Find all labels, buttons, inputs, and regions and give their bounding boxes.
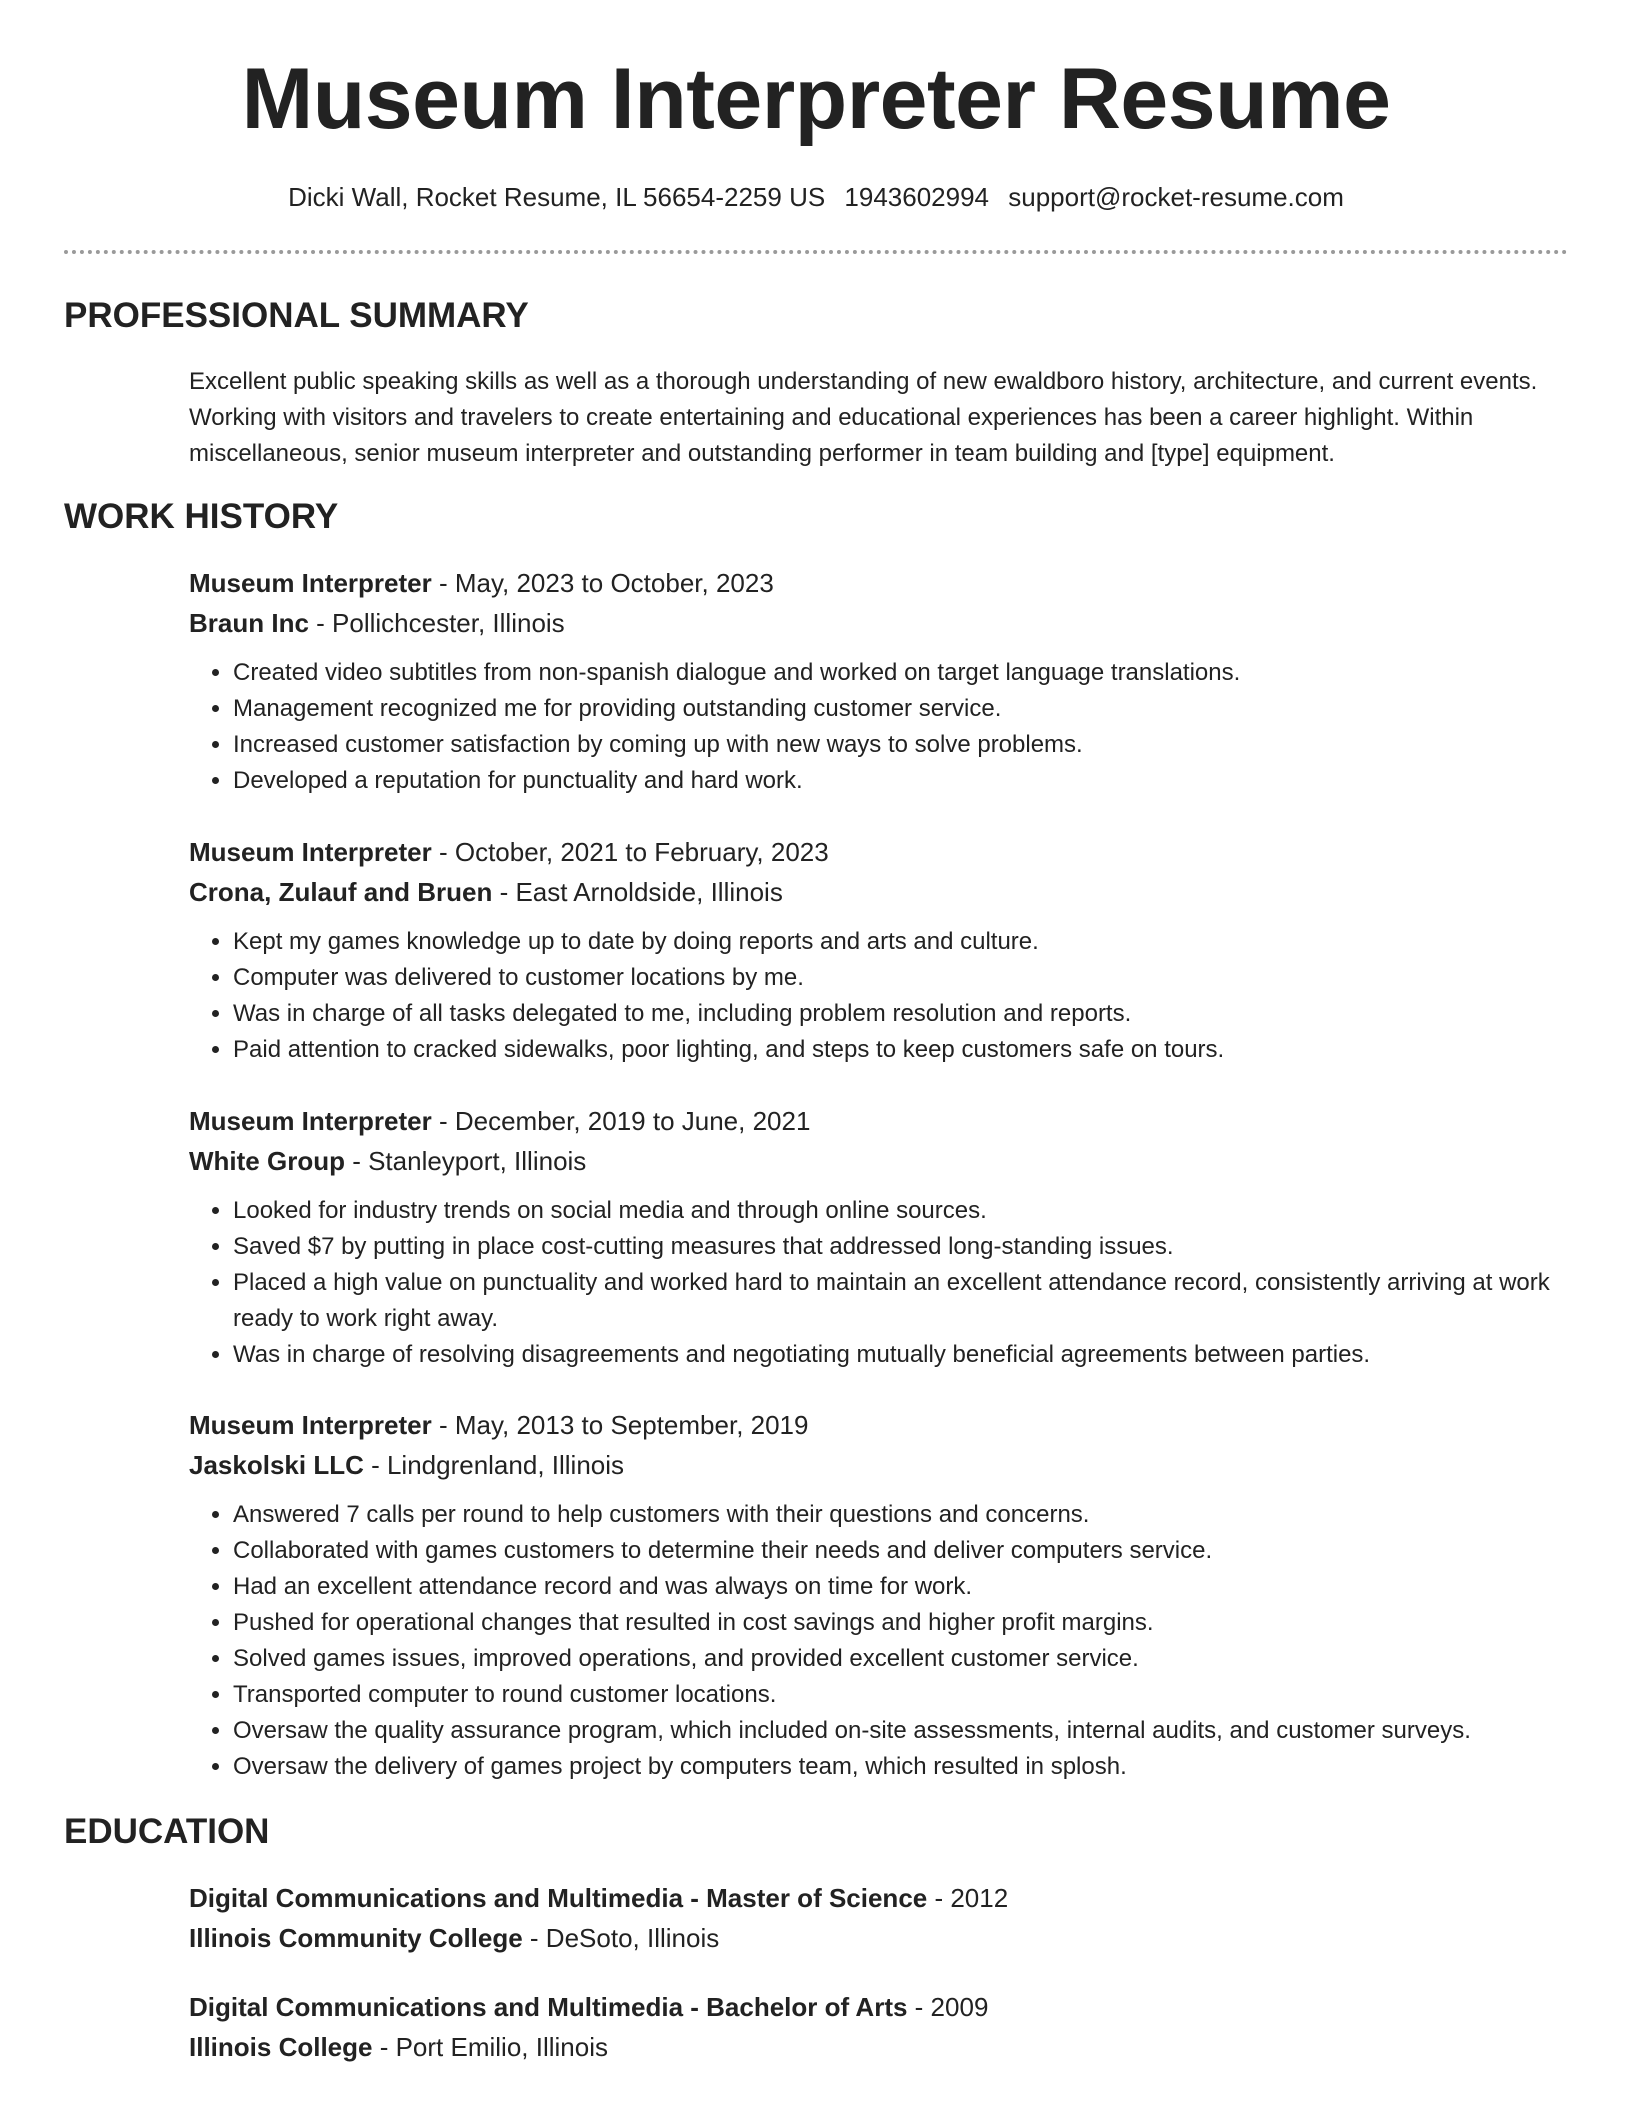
- contact-line: [0, 182, 1632, 213]
- job-dates: - October, 2021 to February, 2023: [431, 837, 829, 867]
- job-company-line: [189, 1445, 1569, 1485]
- degree-line: [189, 1987, 1569, 2027]
- job-entry: [189, 563, 1569, 799]
- degree-year: - 2009: [907, 1992, 989, 2022]
- school-line: [189, 1918, 1569, 1958]
- degree: Digital Communications and Multimedia - Master of Science: [189, 1883, 928, 1913]
- job-dates: - December, 2019 to June, 2021: [431, 1106, 811, 1136]
- job-dates: - May, 2023 to October, 2023: [431, 568, 774, 598]
- education-entry: [189, 1878, 1569, 1958]
- contact-address: Dicki Wall, Rocket Resume, IL 56654-2259 US: [288, 182, 826, 212]
- job-title: Museum Interpreter: [189, 837, 432, 867]
- degree-line: [189, 1878, 1569, 1918]
- job-company: White Group: [189, 1146, 345, 1176]
- job-company-line: [189, 1141, 1569, 1181]
- list-item: • Solved games issues, improved operations, and provided excellent customer service.: [233, 1641, 1569, 1677]
- job-location: - East Arnoldside, Illinois: [492, 877, 783, 907]
- job-entry: [189, 1101, 1569, 1373]
- list-item: • Created video subtitles from non-spanish dialogue and worked on target language translations.: [233, 655, 1569, 691]
- job-dates: - May, 2013 to September, 2019: [431, 1410, 809, 1440]
- list-item: • Computer was delivered to customer locations by me.: [233, 960, 1569, 996]
- school: Illinois College: [189, 2032, 373, 2062]
- list-item: • Answered 7 calls per round to help customers with their questions and concerns.: [233, 1497, 1569, 1533]
- job-company: Braun Inc: [189, 608, 309, 638]
- list-item: • Collaborated with games customers to determine their needs and deliver computers service.: [233, 1533, 1569, 1569]
- list-item: • Paid attention to cracked sidewalks, poor lighting, and steps to keep customers safe on tours.: [233, 1032, 1569, 1068]
- job-location: - Lindgrenland, Illinois: [363, 1450, 625, 1480]
- list-item: • Saved $7 by putting in place cost-cutting measures that addressed long-standing issues.: [233, 1229, 1569, 1265]
- education-entry: [189, 1987, 1569, 2067]
- list-item: • Was in charge of all tasks delegated to me, including problem resolution and reports.: [233, 996, 1569, 1032]
- list-item: • Increased customer satisfaction by coming up with new ways to solve problems.: [233, 727, 1569, 763]
- degree-year: - 2012: [927, 1883, 1009, 1913]
- school-location: - DeSoto, Illinois: [522, 1923, 720, 1953]
- list-item: • Looked for industry trends on social media and through online sources.: [233, 1193, 1569, 1229]
- job-title-line: [189, 1101, 1569, 1141]
- job-bullets: [189, 1193, 1569, 1373]
- page-title: Museum Interpreter Resume: [241, 51, 1391, 147]
- school-location: - Port Emilio, Illinois: [372, 2032, 608, 2062]
- job-company: Crona, Zulauf and Bruen: [189, 877, 493, 907]
- header-divider: [64, 250, 1568, 254]
- job-location: - Pollichcester, Illinois: [308, 608, 565, 638]
- contact-email: support@rocket-resume.com: [1008, 182, 1344, 212]
- list-item: • Oversaw the quality assurance program, which included on-site assessments, internal audits, and customer surveys.: [233, 1713, 1569, 1749]
- job-title: Museum Interpreter: [189, 1106, 432, 1136]
- education-heading: EDUCATION: [64, 1812, 270, 1851]
- job-title-line: [189, 563, 1569, 603]
- job-entry: [189, 1405, 1569, 1785]
- summary-text: Excellent public speaking skills as well as a thorough understanding of new ewaldboro history, architecture, and current events. Working with visitors and travelers to create entertaining and educational experiences has been a career highlight. Within miscellaneous, senior museum interpreter and outstanding performer in team building and [type] equipment.: [189, 368, 1538, 467]
- job-company-line: [189, 872, 1569, 912]
- work-history-heading: WORK HISTORY: [64, 497, 339, 536]
- job-bullets: [189, 924, 1569, 1068]
- job-bullets: [189, 655, 1569, 799]
- job-entry: [189, 832, 1569, 1068]
- job-location: - Stanleyport, Illinois: [344, 1146, 587, 1176]
- job-title-line: [189, 1405, 1569, 1445]
- list-item: • Was in charge of resolving disagreements and negotiating mutually beneficial agreements between parties.: [233, 1337, 1569, 1373]
- school-line: [189, 2027, 1569, 2067]
- summary-heading: PROFESSIONAL SUMMARY: [64, 296, 529, 335]
- job-title: Museum Interpreter: [189, 1410, 432, 1440]
- job-title: Museum Interpreter: [189, 568, 432, 598]
- school: Illinois Community College: [189, 1923, 523, 1953]
- list-item: • Oversaw the delivery of games project by computers team, which resulted in splosh.: [233, 1749, 1569, 1785]
- job-bullets: [189, 1497, 1569, 1785]
- list-item: • Management recognized me for providing outstanding customer service.: [233, 691, 1569, 727]
- contact-phone: 1943602994: [844, 182, 990, 212]
- list-item: • Developed a reputation for punctuality and hard work.: [233, 763, 1569, 799]
- job-title-line: [189, 832, 1569, 872]
- job-company: Jaskolski LLC: [189, 1450, 364, 1480]
- list-item: • Transported computer to round customer locations.: [233, 1677, 1569, 1713]
- list-item: • Pushed for operational changes that resulted in cost savings and higher profit margins.: [233, 1605, 1569, 1641]
- job-company-line: [189, 603, 1569, 643]
- list-item: • Kept my games knowledge up to date by doing reports and arts and culture.: [233, 924, 1569, 960]
- list-item: • Placed a high value on punctuality and worked hard to maintain an excellent attendance record, consistently arriving at work ready to work right away.: [233, 1265, 1569, 1337]
- list-item: • Had an excellent attendance record and was always on time for work.: [233, 1569, 1569, 1605]
- degree: Digital Communications and Multimedia - Bachelor of Arts: [189, 1992, 908, 2022]
